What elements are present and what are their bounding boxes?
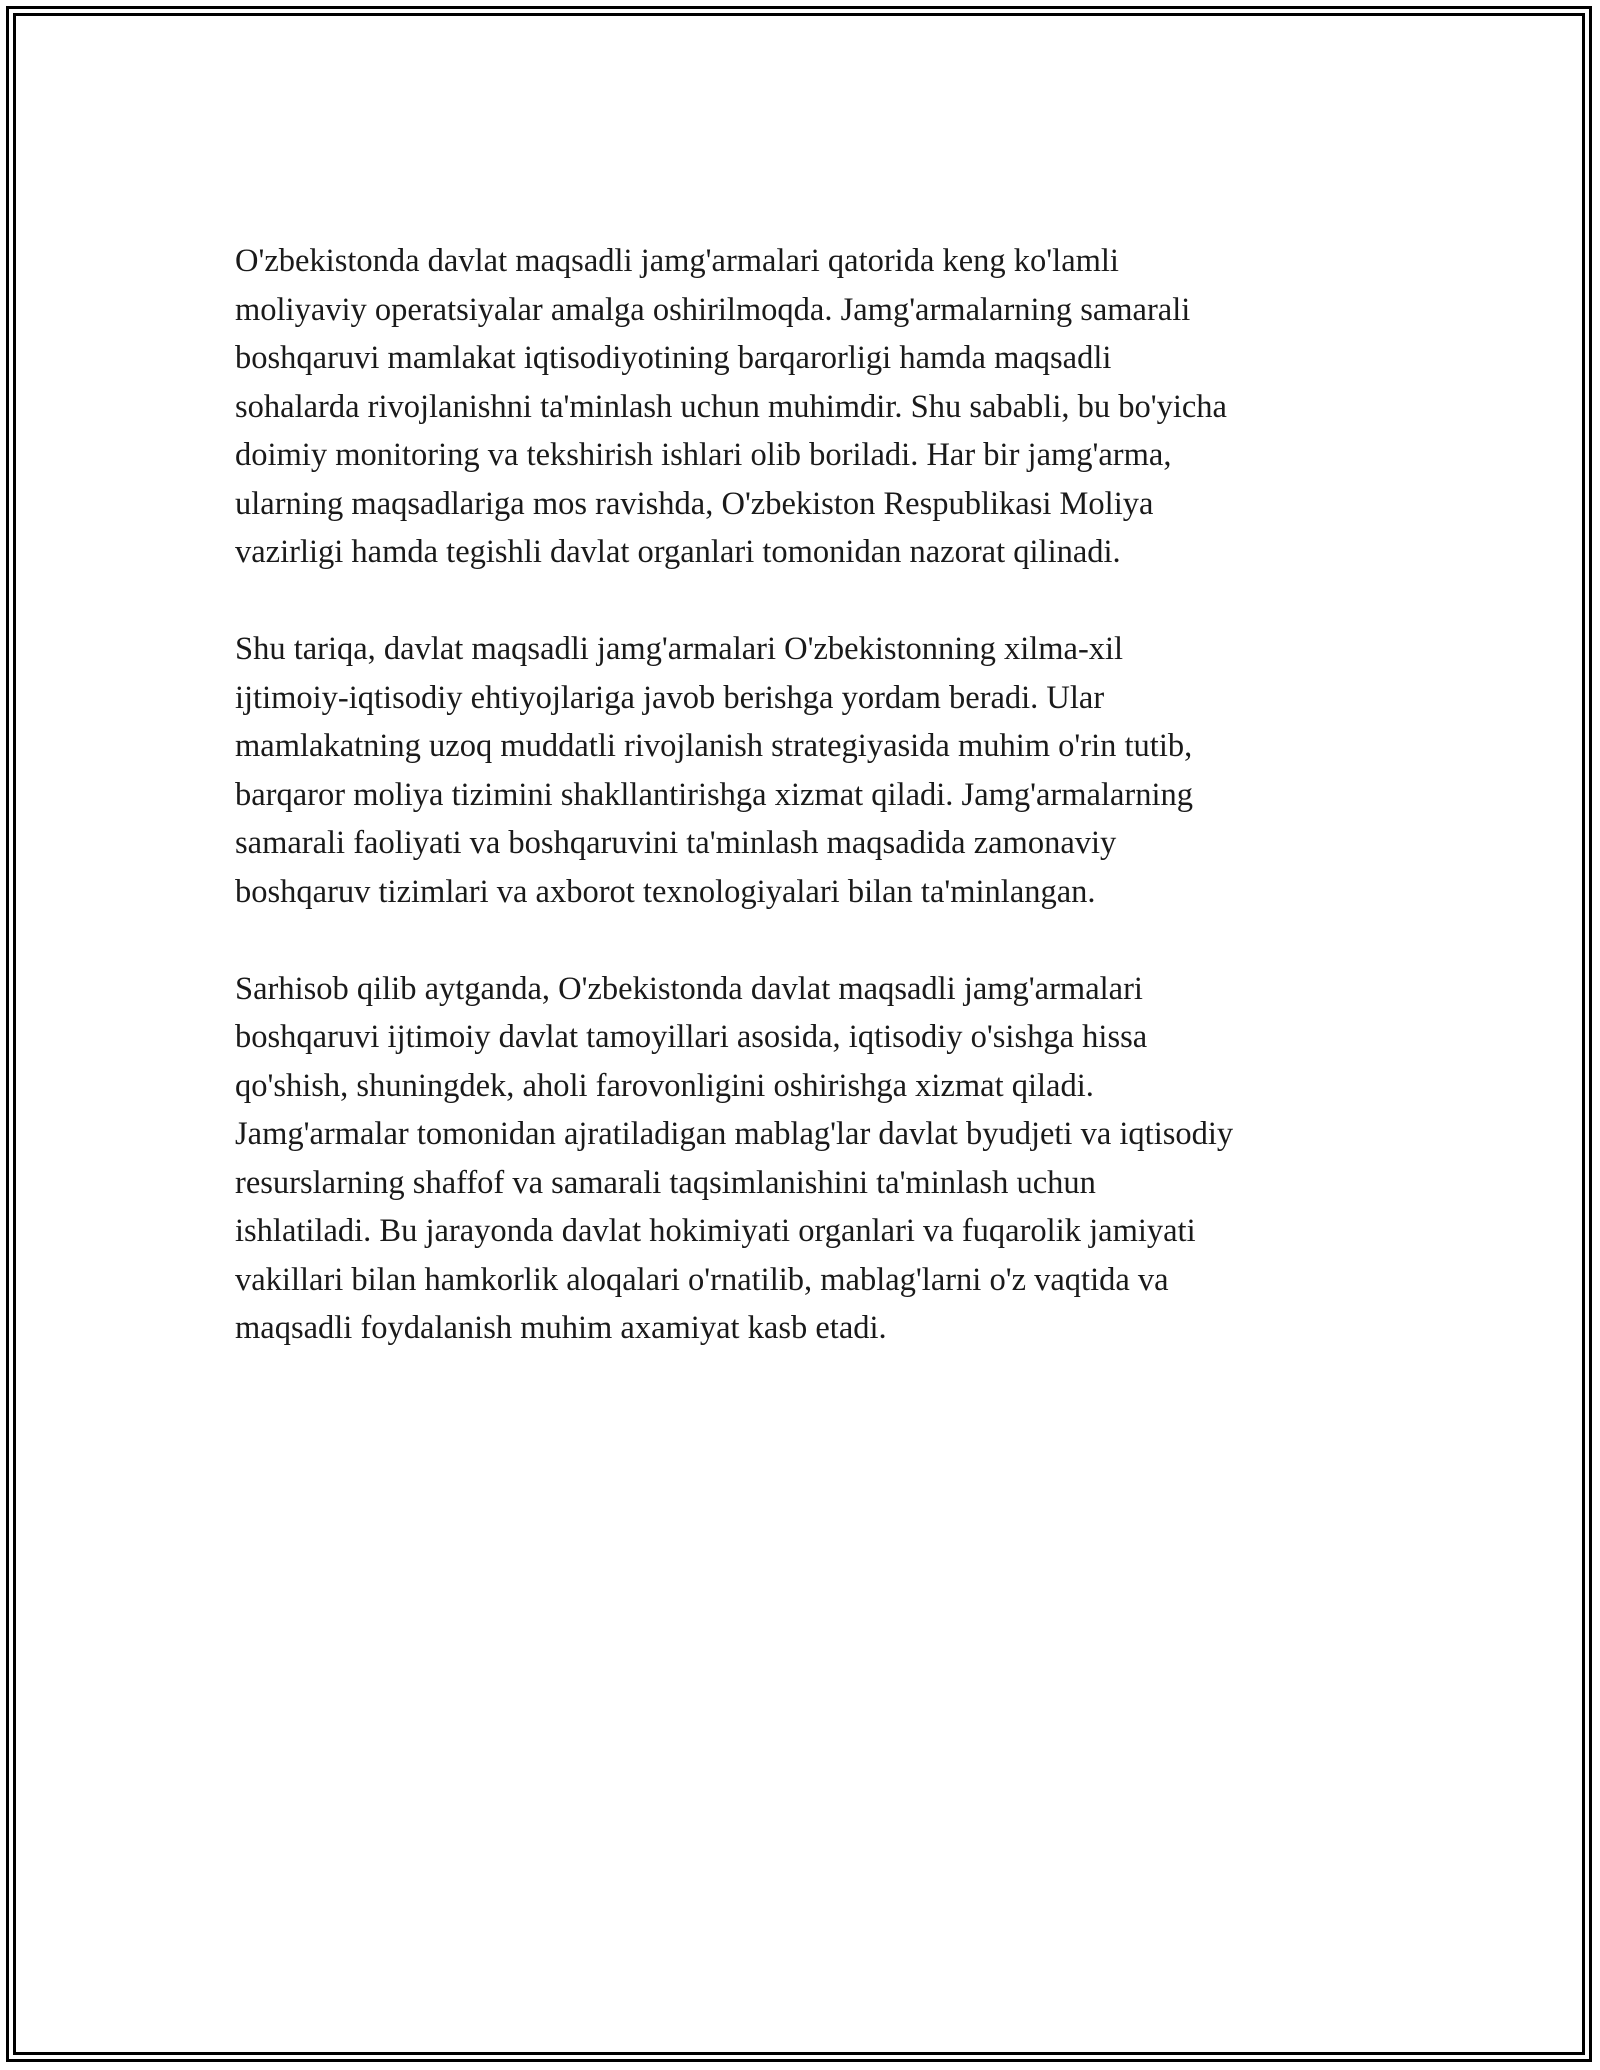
paragraph-1: O'zbekistonda davlat maqsadli jamg'armalari qatorida keng ko'lamli moliyaviy operatsiyalar amalga oshirilmoqda. Jamg'armalarning samarali boshqaruvi mamlakat iqtisodiyotining barqarorligi hamda maqsadli sohalarda rivojlanishni ta'minlash uchun muhimdir. Shu sababli, bu bo'yicha doimiy monitoring va tekshirish ishlari olib boriladi. Har bir jamg'arma, ularning maqsadlariga mos ravishda, O'zbekiston Respublikasi Moliya vazirligi hamda tegishli davlat organlari tomonidan nazorat qilinadi. (235, 243, 1227, 570)
paragraph-3: Sarhisob qilib aytganda, O'zbekistonda davlat maqsadli jamg'armalari boshqaruvi ijtimoiy davlat tamoyillari asosida, iqtisodiy o'sishga hissa qo'shish, shuningdek, aholi farovonligini oshirishga xizmat qiladi. Jamg'armalar tomonidan ajratiladigan mablag'lar davlat byudjeti va iqtisodiy resurslarning shaffof va samarali taqsimlanishini ta'minlash uchun ishlatiladi. Bu jarayonda davlat hokimiyati organlari va fuqarolik jamiyati vakillari bilan hamkorlik aloqalari o'rnatilib, mablag'larni o'z vaqtida va maqsadli foydalanish muhim axamiyat kasb etadi. (235, 970, 1234, 1346)
paragraph-2: Shu tariqa, davlat maqsadli jamg'armalari O'zbekistonning xilma-xil ijtimoiy-iqtisodiy ehtiyojlariga javob berishga yordam beradi. Ular mamlakatning uzoq muddatli rivojlanish strategiyasida muhim o'rin tutib, barqaror moliya tizimini shakllantirishga xizmat qiladi. Jamg'armalarning samarali faoliyati va boshqaruvini ta'minlash maqsadida zamonaviy boshqaruv tizimlari va axborot texnologiyalari bilan ta'minlangan. (235, 631, 1194, 910)
document-body (235, 237, 1365, 1401)
